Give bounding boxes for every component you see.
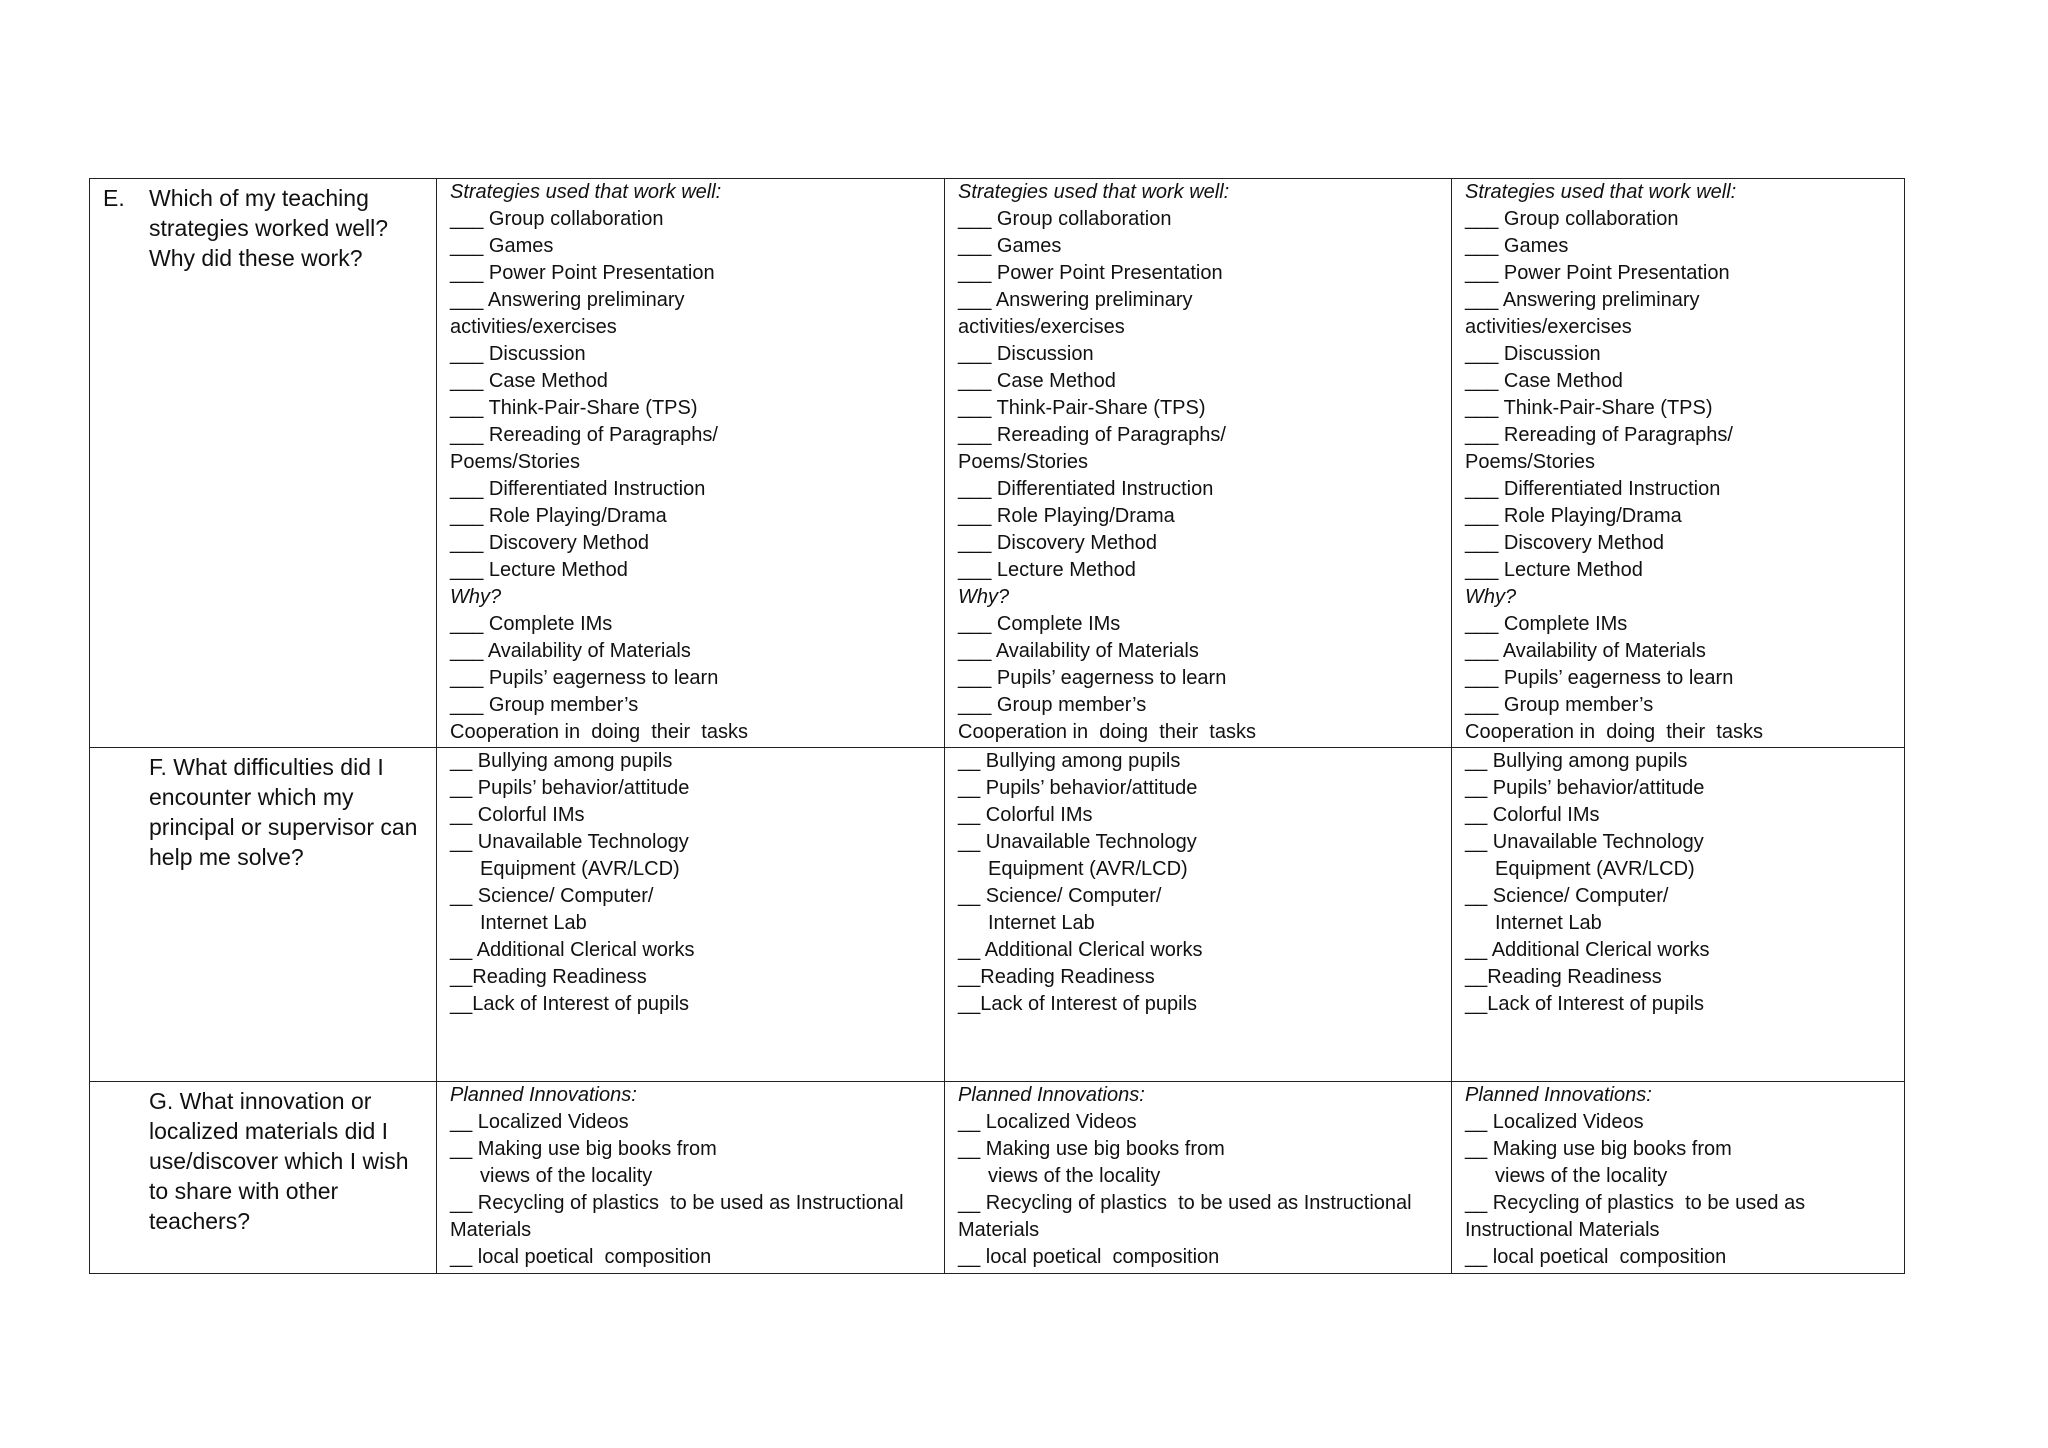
checklist-item: Internet Lab [1495, 912, 1602, 934]
checklist-item: ___ Complete IMs [958, 613, 1121, 635]
checklist-item: ___ Answering preliminary [450, 289, 685, 311]
checklist-item: views of the locality [480, 1165, 653, 1187]
checklist-item: Cooperation in doing their tasks [450, 721, 748, 743]
checklist-item: ___ Discussion [450, 343, 586, 365]
checklist-item: views of the locality [1495, 1165, 1668, 1187]
checklist-item: ___ Group collaboration [1465, 208, 1679, 230]
checklist-item: ___ Power Point Presentation [958, 262, 1223, 284]
checklist-item: Instructional Materials [1465, 1219, 1660, 1241]
checklist-item: Poems/Stories [958, 451, 1089, 473]
checklist-item: ___ Pupils’ eagerness to learn [958, 667, 1227, 689]
cell-heading: Why? [1465, 586, 1517, 608]
checklist-item: views of the locality [988, 1165, 1161, 1187]
checklist-item: __Lack of Interest of pupils [958, 993, 1198, 1015]
checklist-item: ___ Differentiated Instruction [450, 478, 706, 500]
checklist-item: ___ Answering preliminary [1465, 289, 1700, 311]
checklist-item: ___ Case Method [450, 370, 608, 392]
checklist-item: ___ Power Point Presentation [450, 262, 715, 284]
cell-heading: Planned Innovations: [1465, 1084, 1652, 1106]
checklist-item: __ Pupils’ behavior/attitude [1465, 777, 1705, 799]
checklist-item: ___ Case Method [1465, 370, 1623, 392]
question-text: G. What innovation or localized materials did I use/discover which I wish to share with other teachers? [149, 1088, 409, 1234]
answer-cell [437, 179, 945, 748]
checklist-item: __ Science/ Computer/ [958, 885, 1162, 907]
answer-cell [437, 1082, 945, 1274]
checklist-item: ___ Role Playing/Drama [450, 505, 667, 527]
checklist-item: activities/exercises [450, 316, 617, 338]
checklist-item: ___ Games [1465, 235, 1569, 257]
cell-heading: Strategies used that work well: [958, 181, 1230, 203]
checklist-item: ___ Role Playing/Drama [1465, 505, 1682, 527]
checklist-item: Cooperation in doing their tasks [1465, 721, 1763, 743]
checklist-item: ___ Group collaboration [450, 208, 664, 230]
checklist-item: ___ Think-Pair-Share (TPS) [958, 397, 1206, 419]
checklist-item: ___ Discussion [1465, 343, 1601, 365]
checklist-item: __Reading Readiness [450, 966, 647, 988]
cell-heading: Why? [450, 586, 502, 608]
checklist-item: ___ Group member’s [450, 694, 639, 716]
question-cell-e [90, 179, 437, 748]
checklist-item: ___ Role Playing/Drama [958, 505, 1175, 527]
checklist-item: __ Colorful IMs [450, 804, 585, 826]
checklist-item: ___ Pupils’ eagerness to learn [1465, 667, 1734, 689]
checklist-item: ___ Rereading of Paragraphs/ [1465, 424, 1733, 446]
checklist-item: ___ Discovery Method [958, 532, 1157, 554]
answer-cell [945, 179, 1452, 748]
question-text: F. What difficulties did I encounter which my principal or supervisor can help me solve? [149, 754, 418, 870]
checklist-item: ___ Availability of Materials [958, 640, 1199, 662]
row-e [90, 179, 1905, 748]
cell-heading: Planned Innovations: [450, 1084, 637, 1106]
checklist-item: __ local poetical composition [450, 1246, 712, 1268]
checklist-item: __ Science/ Computer/ [1465, 885, 1669, 907]
checklist-item: __ Unavailable Technology [450, 831, 689, 853]
checklist-item: __ Localized Videos [450, 1111, 629, 1133]
checklist-item: ___ Availability of Materials [450, 640, 691, 662]
checklist-item: Equipment (AVR/LCD) [480, 858, 680, 880]
checklist-item: ___ Think-Pair-Share (TPS) [1465, 397, 1713, 419]
checklist-item: __ Making use big books from [1465, 1138, 1732, 1160]
cell-heading: Planned Innovations: [958, 1084, 1145, 1106]
checklist-item: ___ Availability of Materials [1465, 640, 1706, 662]
row-g [90, 1082, 1905, 1274]
cell-heading: Why? [958, 586, 1010, 608]
checklist-item: Cooperation in doing their tasks [958, 721, 1256, 743]
checklist-item: __ local poetical composition [1465, 1246, 1727, 1268]
checklist-item: ___ Complete IMs [450, 613, 613, 635]
answer-cell [945, 748, 1452, 1082]
checklist-item: __ Colorful IMs [958, 804, 1093, 826]
checklist-item: __Reading Readiness [958, 966, 1155, 988]
answer-cell [437, 748, 945, 1082]
checklist-item: __ Bullying among pupils [1465, 750, 1688, 772]
checklist-item: __ Unavailable Technology [958, 831, 1197, 853]
checklist-item: __ Recycling of plastics to be used as [1465, 1192, 1806, 1214]
checklist-item: __ Making use big books from [450, 1138, 717, 1160]
checklist-item: Internet Lab [988, 912, 1095, 934]
checklist-item: activities/exercises [958, 316, 1125, 338]
cell-heading: Strategies used that work well: [450, 181, 722, 203]
checklist-item: __ Unavailable Technology [1465, 831, 1704, 853]
checklist-item: ___ Games [958, 235, 1062, 257]
question-cell-g [90, 1082, 437, 1274]
question-text: Which of my teaching strategies worked well? Why did these work? [149, 185, 389, 271]
answer-cell [1452, 748, 1905, 1082]
checklist-item: ___ Group member’s [1465, 694, 1654, 716]
checklist-item: ___ Pupils’ eagerness to learn [450, 667, 719, 689]
checklist-item: __Lack of Interest of pupils [1465, 993, 1705, 1015]
cell-heading: Strategies used that work well: [1465, 181, 1737, 203]
checklist-item: Materials [450, 1219, 532, 1241]
checklist-item: Materials [958, 1219, 1040, 1241]
checklist-item: ___ Power Point Presentation [1465, 262, 1730, 284]
row-f [90, 748, 1905, 1082]
checklist-item: ___ Discovery Method [450, 532, 649, 554]
checklist-item: ___ Lecture Method [958, 559, 1136, 581]
checklist-item: ___ Lecture Method [1465, 559, 1643, 581]
checklist-item: ___ Complete IMs [1465, 613, 1628, 635]
question-cell-f [90, 748, 437, 1082]
checklist-item: __ Recycling of plastics to be used as Instructional [450, 1192, 904, 1214]
checklist-item: __ Additional Clerical works [1465, 939, 1710, 961]
checklist-item: ___ Think-Pair-Share (TPS) [450, 397, 698, 419]
checklist-item: __ Recycling of plastics to be used as Instructional [958, 1192, 1412, 1214]
checklist-item: __ Bullying among pupils [958, 750, 1181, 772]
item-letter: E. [103, 185, 125, 211]
checklist-item: ___ Differentiated Instruction [958, 478, 1214, 500]
checklist-item: __ Making use big books from [958, 1138, 1225, 1160]
checklist-item: ___ Lecture Method [450, 559, 628, 581]
checklist-item: Internet Lab [480, 912, 587, 934]
reflection-table [89, 178, 1905, 1274]
checklist-item: __ Bullying among pupils [450, 750, 673, 772]
answer-cell [1452, 1082, 1905, 1274]
checklist-item: __Lack of Interest of pupils [450, 993, 690, 1015]
checklist-item: ___ Rereading of Paragraphs/ [450, 424, 718, 446]
checklist-item: __ Localized Videos [1465, 1111, 1644, 1133]
checklist-item: __ Additional Clerical works [450, 939, 695, 961]
checklist-item: __ Pupils’ behavior/attitude [958, 777, 1198, 799]
checklist-item: activities/exercises [1465, 316, 1632, 338]
answer-cell [1452, 179, 1905, 748]
checklist-item: Equipment (AVR/LCD) [1495, 858, 1695, 880]
checklist-item: __ Pupils’ behavior/attitude [450, 777, 690, 799]
checklist-item: __ local poetical composition [958, 1246, 1220, 1268]
checklist-item: __Reading Readiness [1465, 966, 1662, 988]
checklist-item: __ Colorful IMs [1465, 804, 1600, 826]
checklist-item: ___ Rereading of Paragraphs/ [958, 424, 1226, 446]
answer-cell [945, 1082, 1452, 1274]
checklist-item: Equipment (AVR/LCD) [988, 858, 1188, 880]
checklist-item: ___ Discovery Method [1465, 532, 1664, 554]
checklist-item: __ Localized Videos [958, 1111, 1137, 1133]
checklist-item: Poems/Stories [1465, 451, 1596, 473]
checklist-item: ___ Games [450, 235, 554, 257]
checklist-item: ___ Group collaboration [958, 208, 1172, 230]
checklist-item: __ Additional Clerical works [958, 939, 1203, 961]
checklist-item: ___ Group member’s [958, 694, 1147, 716]
checklist-item: ___ Differentiated Instruction [1465, 478, 1721, 500]
checklist-item: __ Science/ Computer/ [450, 885, 654, 907]
checklist-item: Poems/Stories [450, 451, 581, 473]
checklist-item: ___ Case Method [958, 370, 1116, 392]
checklist-item: ___ Discussion [958, 343, 1094, 365]
checklist-item: ___ Answering preliminary [958, 289, 1193, 311]
